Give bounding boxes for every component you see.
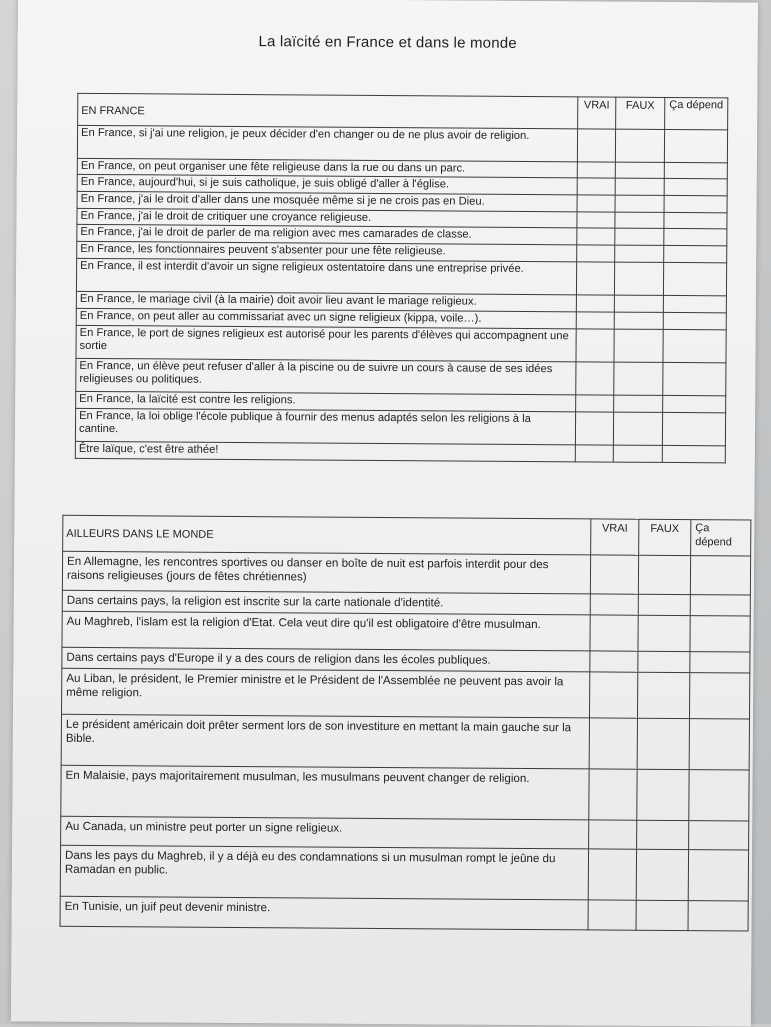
answer-vrai-cell[interactable]	[577, 129, 615, 162]
question-text: En Tunisie, un juif peut devenir ministre.	[60, 896, 588, 930]
answer-depend-cell[interactable]	[664, 195, 727, 212]
question-text: En France, la laïcité est contre les religions.	[76, 391, 576, 411]
answer-vrai-cell[interactable]	[588, 849, 636, 900]
answer-vrai-cell[interactable]	[575, 412, 613, 445]
france-question-row	[76, 358, 726, 396]
answer-faux-cell[interactable]	[614, 295, 663, 312]
page-title: La laïcité en France et dans le monde	[258, 33, 517, 52]
answer-vrai-cell[interactable]	[577, 178, 615, 195]
answer-depend-cell[interactable]	[690, 616, 750, 652]
answer-depend-cell[interactable]	[664, 228, 727, 245]
answer-faux-cell[interactable]	[638, 594, 690, 615]
answer-vrai-cell[interactable]	[575, 445, 613, 462]
answer-vrai-cell[interactable]	[576, 312, 614, 329]
answer-depend-cell[interactable]	[688, 850, 748, 901]
answer-faux-cell[interactable]	[614, 312, 663, 329]
answer-vrai-cell[interactable]	[589, 769, 637, 820]
answer-vrai-cell[interactable]	[576, 395, 614, 412]
col-vrai-header: VRAI	[591, 519, 639, 555]
answer-faux-cell[interactable]	[615, 178, 664, 195]
france-question-row	[76, 258, 726, 296]
col-vrai-header: VRAI	[578, 97, 616, 129]
question-text: En France, un élève peut refuser d'aller à la piscine ou de suivre un cours à cause de ses idées religieuses ou politiques.	[76, 358, 576, 394]
answer-depend-cell[interactable]	[689, 770, 749, 821]
col-depend-header: Ça dépend	[665, 97, 728, 129]
france-question-row	[76, 325, 726, 363]
question-text: En France, les fonctionnaires peuvent s'absenter pour une fête religieuse.	[77, 241, 577, 261]
answer-faux-cell[interactable]	[614, 329, 663, 362]
question-text: En France, j'ai le droit de critiquer une croyance religieuse.	[77, 208, 577, 227]
answer-depend-cell[interactable]	[690, 652, 750, 673]
answer-depend-cell[interactable]	[690, 595, 750, 616]
monde-heading: AILLEURS DANS LE MONDE	[63, 515, 591, 555]
france-heading: EN FRANCE	[78, 93, 578, 128]
answer-depend-cell[interactable]	[689, 821, 749, 850]
answer-depend-cell[interactable]	[664, 162, 727, 178]
question-text: Au Liban, le président, le Premier ministre et le Président de l'Assemblée ne peuvent pas avoir la même religion.	[62, 668, 590, 718]
question-text: Au Canada, un ministre peut porter un signe religieux.	[61, 816, 589, 849]
monde-question-row	[60, 845, 748, 901]
answer-vrai-cell[interactable]	[588, 900, 636, 930]
worksheet-page	[11, 0, 758, 1027]
answer-faux-cell[interactable]	[615, 245, 664, 262]
answer-faux-cell[interactable]	[638, 615, 690, 651]
col-faux-header: FAUX	[639, 519, 691, 555]
answer-vrai-cell[interactable]	[576, 362, 614, 395]
question-text: Au Maghreb, l'islam est la religion d'Etat. Cela veut dire qu'il est obligatoire d'être musulman.	[62, 611, 590, 651]
answer-vrai-cell[interactable]	[577, 195, 615, 212]
answer-depend-cell[interactable]	[663, 295, 726, 312]
monde-question-row	[62, 551, 750, 595]
answer-depend-cell[interactable]	[689, 719, 749, 770]
answer-faux-cell[interactable]	[636, 849, 688, 900]
answer-faux-cell[interactable]	[636, 900, 688, 930]
question-text: En France, j'ai le droit de parler de ma religion avec mes camarades de classe.	[77, 224, 577, 244]
question-text: En France, on peut organiser une fête religieuse dans la rue ou dans un parc.	[77, 158, 577, 177]
answer-depend-cell[interactable]	[663, 395, 726, 412]
question-text: En France, aujourd'hui, si je suis catholique, je suis obligé d'aller à l'église.	[77, 174, 577, 194]
monde-table	[60, 515, 752, 932]
answer-depend-cell[interactable]	[688, 901, 748, 931]
answer-vrai-cell[interactable]	[590, 555, 638, 594]
answer-depend-cell[interactable]	[690, 556, 750, 595]
answer-faux-cell[interactable]	[614, 262, 663, 295]
france-question-row	[75, 408, 725, 446]
question-text: Dans certains pays d'Europe il y a des cours de religion dans les écoles publiques.	[62, 647, 590, 672]
answer-faux-cell[interactable]	[614, 362, 663, 395]
answer-faux-cell[interactable]	[613, 412, 662, 445]
answer-vrai-cell[interactable]	[589, 820, 637, 849]
answer-faux-cell[interactable]	[615, 195, 664, 212]
answer-faux-cell[interactable]	[613, 445, 662, 462]
question-text: Le président américain doit prêter serment lors de son investiture en mettant la main gauche sur la Bible.	[61, 714, 589, 769]
answer-vrai-cell[interactable]	[576, 262, 614, 295]
answer-vrai-cell[interactable]	[576, 329, 614, 362]
answer-depend-cell[interactable]	[663, 362, 726, 395]
answer-faux-cell[interactable]	[637, 672, 689, 718]
answer-faux-cell[interactable]	[615, 228, 664, 245]
answer-faux-cell[interactable]	[615, 129, 664, 162]
answer-depend-cell[interactable]	[663, 312, 726, 329]
question-text: En France, si j'ai une religion, je peux décider d'en changer ou de ne plus avoir de religion.	[77, 125, 577, 161]
question-text: En France, le port de signes religieux est autorisé pour les parents d'élèves qui accompagnent une sortie	[76, 325, 576, 361]
answer-depend-cell[interactable]	[664, 212, 727, 228]
question-text: En France, il est interdit d'avoir un signe religieux ostentatoire dans une entreprise privée.	[76, 258, 576, 294]
col-faux-header: FAUX	[616, 97, 665, 129]
answer-faux-cell[interactable]	[638, 555, 690, 594]
question-text: En France, le mariage civil (à la mairie) doit avoir lieu avant le mariage religieux.	[76, 291, 576, 311]
answer-faux-cell[interactable]	[637, 769, 689, 820]
monde-question-row	[61, 765, 749, 821]
france-question-row	[75, 441, 725, 463]
answer-vrai-cell[interactable]	[577, 245, 615, 262]
answer-vrai-cell[interactable]	[590, 615, 638, 651]
monde-question-row	[62, 611, 750, 652]
answer-vrai-cell[interactable]	[577, 162, 615, 178]
answer-faux-cell[interactable]	[637, 820, 689, 849]
answer-depend-cell[interactable]	[664, 245, 727, 262]
monde-question-row	[61, 714, 749, 770]
answer-depend-cell[interactable]	[689, 673, 749, 719]
answer-vrai-cell[interactable]	[589, 718, 637, 769]
question-text: En France, on peut aller au commissariat avec un signe religieux (kippa, voile…).	[76, 308, 576, 328]
question-text: En Allemagne, les rencontres sportives ou danser en boîte de nuit est parfois interdit pour des raisons religieuses (jours de fêtes chrétiennes)	[62, 551, 590, 594]
question-text: En France, la loi oblige l'école publique à fournir des menus adaptés selon les religions à la cantine.	[75, 408, 575, 444]
answer-depend-cell[interactable]	[662, 412, 725, 445]
monde-header-row	[63, 515, 751, 556]
answer-faux-cell[interactable]	[638, 651, 690, 672]
answer-depend-cell[interactable]	[663, 262, 726, 295]
monde-question-row	[61, 816, 749, 850]
answer-depend-cell[interactable]	[664, 178, 727, 195]
answer-depend-cell[interactable]	[663, 329, 726, 362]
answer-vrai-cell[interactable]	[577, 228, 615, 245]
france-table	[75, 93, 729, 464]
answer-depend-cell[interactable]	[664, 129, 727, 162]
answer-depend-cell[interactable]	[662, 445, 725, 462]
answer-vrai-cell[interactable]	[590, 594, 638, 615]
question-text: En France, j'ai le droit d'aller dans une mosquée même si je ne crois pas en Dieu.	[77, 191, 577, 211]
france-question-row	[77, 125, 727, 163]
answer-vrai-cell[interactable]	[590, 651, 638, 672]
question-text: Dans certains pays, la religion est inscrite sur la carte nationale d'identité.	[62, 590, 590, 615]
col-depend-header: Ça dépend	[691, 520, 751, 556]
answer-vrai-cell[interactable]	[576, 295, 614, 312]
answer-faux-cell[interactable]	[615, 212, 664, 228]
question-text: En Malaisie, pays majoritairement musulman, les musulmans peuvent changer de religion.	[61, 765, 589, 820]
question-text: Être laïque, c'est être athée!	[75, 441, 575, 461]
question-text: Dans les pays du Maghreb, il y a déjà eu des condamnations si un musulman rompt le jeûne du Ramadan en public.	[60, 845, 588, 900]
answer-vrai-cell[interactable]	[589, 672, 637, 718]
france-header-row	[78, 93, 728, 130]
monde-question-row	[60, 896, 748, 931]
answer-faux-cell[interactable]	[637, 718, 689, 769]
answer-vrai-cell[interactable]	[577, 212, 615, 228]
monde-question-row	[62, 668, 750, 719]
answer-faux-cell[interactable]	[614, 395, 663, 412]
answer-faux-cell[interactable]	[615, 162, 664, 178]
